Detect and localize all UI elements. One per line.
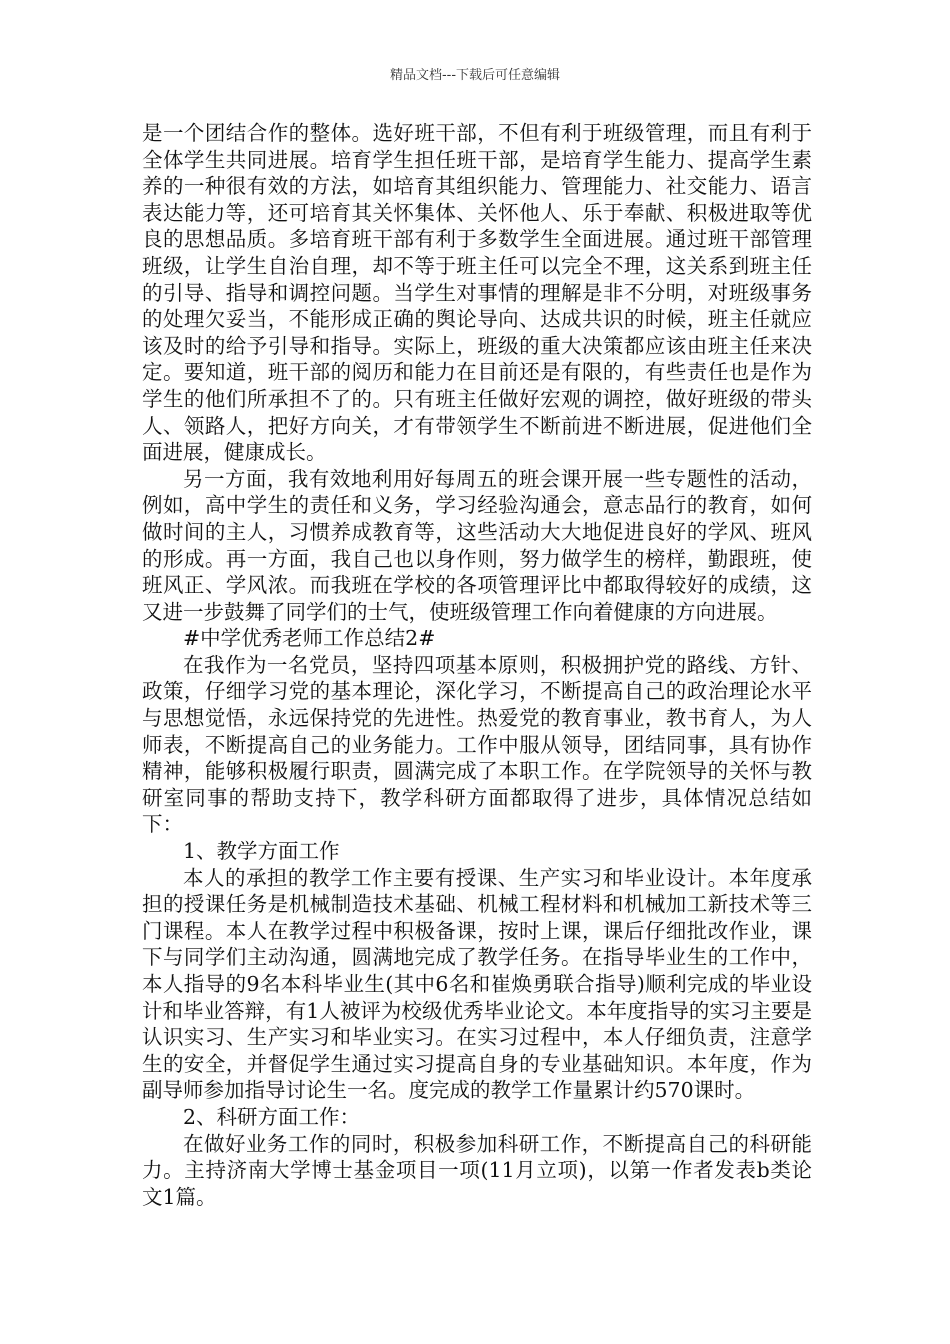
paragraph-2: 另一方面，我有效地利用好每周五的班会课开展一些专题性的活动，例如，高中学生的责任和义务，学习经验沟通会，意志品行的教育，如何做时间的主人，习惯养成教育等，这些活动大大地促进良好的学风、班风的形成。再一方面，我自己也以身作则，努力做学生的榜样，勤跟班，使班风正、学风浓。而我班在学校的各项管理评比中都取得较好的成绩，这又进一步鼓舞了同学们的士气，使班级管理工作向着健康的方向进展。 xyxy=(142,466,812,624)
subheading-research: 2、科研方面工作： xyxy=(183,1104,361,1129)
paragraph-1: 是一个团结合作的整体。选好班干部，不但有利于班级管理，而且有利于全体学生共同进展。培育学生担任班干部，是培育学生能力、提高学生素养的一种很有效的方法，如培育其组织能力、管理能力、社交能力、语言表达能力等，还可培育其关怀集体、关怀他人、乐于奉献、积极进取等优良的思想品质。多培育班干部有利于多数学生全面进展。通过班干部管理班级，让学生自治自理，却不等于班主任可以完全不理，这关系到班主任的引导、指导和调控问题。当学生对事情的理解是非不分明，对班级事务的处理欠妥当，不能形成正确的舆论导向、达成共识的时候，班主任就应该及时的给予引导和指导。实际上，班级的重大决策都应该由班主任来决定。要知道，班干部的阅历和能力在目前还是有限的，有些责任也是作为学生的他们所承担不了的。只有班主任做好宏观的调控，做好班级的带头人、领路人，把好方向关，才有带领学生不断前进不断进展，促进他们全面进展，健康成长。 xyxy=(142,121,812,465)
section-title-2: #中学优秀老师工作总结2# xyxy=(183,626,436,651)
subheading-teaching: 1、教学方面工作 xyxy=(183,839,340,864)
paragraph-3: 在我作为一名党员，坚持四项基本原则，积极拥护党的路线、方针、政策，仔细学习党的基本理论，深化学习，不断提高自己的政治理论水平与思想觉悟，永远保持党的先进性。热爱党的教育事业，教书育人，为人师表，不断提高自己的业务能力。工作中服从领导，团结同事，具有协作精神，能够积极履行职责，圆满完成了本职工作。在学院领导的关怀与教研室同事的帮助支持下，教学科研方面都取得了进步，具体情况总结如下： xyxy=(142,652,812,837)
page-header: 精品文档---下载后可任意编辑 xyxy=(389,68,561,83)
paragraph-4: 本人的承担的教学工作主要有授课、生产实习和毕业设计。本年度承担的授课任务是机械制造技术基础、机械工程材料和机械加工新技术等三门课程。本人在教学过程中积极备课，按时上课，课后仔细批改作业，课下与同学们主动沟通，圆满地完成了教学任务。在指导毕业生的工作中，本人指导的9名本科毕业生(其中6名和崔焕勇联合指导)顺利完成的毕业设计和毕业答辩，有1人被评为校级优秀毕业论文。本年度指导的实习主要是认识实习、生产实习和毕业实习。在实习过程中，本人仔细负责，注意学生的安全，并督促学生通过实习提高自身的专业基础知识。本年度，作为副导师参加指导讨论生一名。度完成的教学工作量累计约570课时。 xyxy=(142,865,812,1103)
paragraph-5: 在做好业务工作的同时，积极参加科研工作，不断提高自己的科研能力。主持济南大学博士基金项目一项(11月立项)，以第一作者发表b类论文1篇。 xyxy=(142,1131,812,1209)
document-body xyxy=(142,120,812,1210)
